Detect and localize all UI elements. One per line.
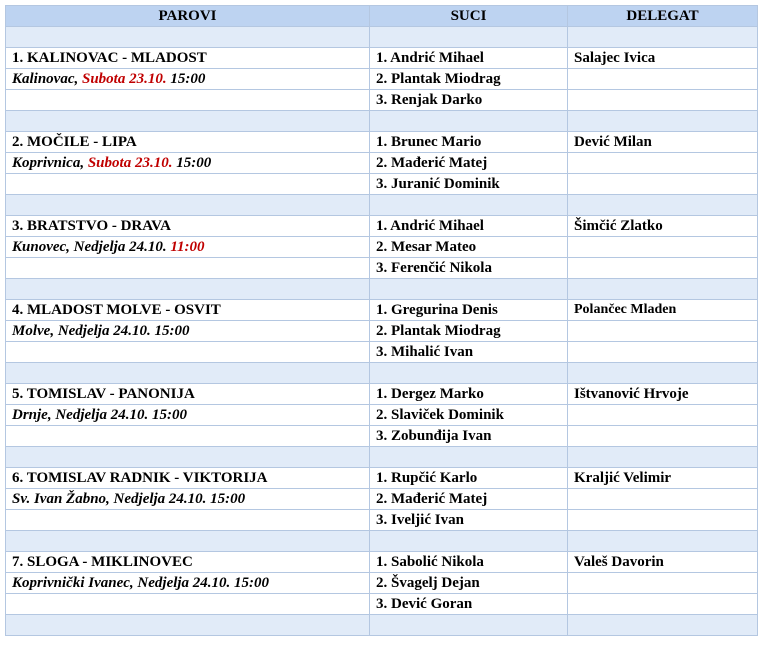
game-7-referee-2: 2. Švagelj Dejan bbox=[370, 573, 568, 594]
game-6-row-1 bbox=[6, 468, 758, 489]
game-4-match: 4. MLADOST MOLVE - OSVIT bbox=[6, 300, 370, 321]
game-1-day: Subota bbox=[82, 71, 126, 87]
game-3-delegate: Šimčić Zlatko bbox=[568, 216, 758, 237]
game-5-row-1 bbox=[6, 384, 758, 405]
game-7-row-3 bbox=[6, 594, 758, 615]
game-4-row-3 bbox=[6, 342, 758, 363]
game-5-location: Drnje, Nedjelja 24.10. 15:00 bbox=[6, 405, 370, 426]
game-3-row-3 bbox=[6, 258, 758, 279]
game-2-referee-2: 2. Mađerić Matej bbox=[370, 153, 568, 174]
game-7-delegate: Valeš Davorin bbox=[568, 552, 758, 573]
game-5-row-2 bbox=[6, 405, 758, 426]
game-1-row-3 bbox=[6, 90, 758, 111]
game-5-row-3 bbox=[6, 426, 758, 447]
game-2-match: 2. MOČILE - LIPA bbox=[6, 132, 370, 153]
game-6-row-3 bbox=[6, 510, 758, 531]
game-1-row-1 bbox=[6, 48, 758, 69]
game-1-delegate: Salajec Ivica bbox=[568, 48, 758, 69]
separator-row bbox=[6, 27, 758, 48]
game-7-match: 7. SLOGA - MIKLINOVEC bbox=[6, 552, 370, 573]
game-7-location: Koprivnički Ivanec, Nedjelja 24.10. 15:00 bbox=[6, 573, 370, 594]
game-4-delegate: Polančec Mladen bbox=[568, 300, 758, 321]
game-7-referee-3: 3. Dević Goran bbox=[370, 594, 568, 615]
game-7-row-1 bbox=[6, 552, 758, 573]
game-5-referee-3: 3. Zobunđija Ivan bbox=[370, 426, 568, 447]
game-4-location: Molve, Nedjelja 24.10. 15:00 bbox=[6, 321, 370, 342]
game-3-row-1 bbox=[6, 216, 758, 237]
game-6-delegate: Kraljić Velimir bbox=[568, 468, 758, 489]
header-referees: SUCI bbox=[370, 6, 568, 27]
game-1-row-2 bbox=[6, 69, 758, 90]
game-3-referee-2: 2. Mesar Mateo bbox=[370, 237, 568, 258]
separator-row bbox=[6, 279, 758, 300]
game-6-match: 6. TOMISLAV RADNIK - VIKTORIJA bbox=[6, 468, 370, 489]
separator-row bbox=[6, 195, 758, 216]
game-2-delegate: Dević Milan bbox=[568, 132, 758, 153]
game-2-referee-1: 1. Brunec Mario bbox=[370, 132, 568, 153]
separator-row bbox=[6, 447, 758, 468]
game-7-row-2 bbox=[6, 573, 758, 594]
separator-row bbox=[6, 111, 758, 132]
game-4-referee-3: 3. Mihalić Ivan bbox=[370, 342, 568, 363]
game-5-referee-1: 1. Dergez Marko bbox=[370, 384, 568, 405]
header-delegate: DELEGAT bbox=[568, 6, 758, 27]
game-2-row-1 bbox=[6, 132, 758, 153]
game-4-referee-1: 1. Gregurina Denis bbox=[370, 300, 568, 321]
game-4-row-1 bbox=[6, 300, 758, 321]
separator-row bbox=[6, 615, 758, 636]
separator-row bbox=[6, 363, 758, 384]
schedule-table bbox=[5, 5, 758, 636]
game-2-row-2 bbox=[6, 153, 758, 174]
game-2-row-3 bbox=[6, 174, 758, 195]
game-6-referee-3: 3. Iveljić Ivan bbox=[370, 510, 568, 531]
header-pairs: PAROVI bbox=[6, 6, 370, 27]
game-1-match: 1. KALINOVAC - MLADOST bbox=[6, 48, 370, 69]
game-5-referee-2: 2. Slaviček Dominik bbox=[370, 405, 568, 426]
separator-row bbox=[6, 531, 758, 552]
game-1-referee-2: 2. Plantak Miodrag bbox=[370, 69, 568, 90]
game-2-referee-3: 3. Juranić Dominik bbox=[370, 174, 568, 195]
game-3-location: Kunovec, Nedjelja 24.10. 11:00 bbox=[6, 237, 370, 258]
game-3-match: 3. BRATSTVO - DRAVA bbox=[6, 216, 370, 237]
game-1-date: 23.10. bbox=[129, 71, 167, 87]
game-6-location: Sv. Ivan Žabno, Nedjelja 24.10. 15:00 bbox=[6, 489, 370, 510]
game-2-date: 23.10. bbox=[134, 155, 173, 171]
game-5-match: 5. TOMISLAV - PANONIJA bbox=[6, 384, 370, 405]
game-2-location: Koprivnica, Subota 23.10. 15:00 bbox=[6, 153, 370, 174]
game-2-day: Subota bbox=[87, 155, 132, 171]
game-5-delegate: Ištvanović Hrvoje bbox=[568, 384, 758, 405]
game-6-row-2 bbox=[6, 489, 758, 510]
game-1-referee-3: 3. Renjak Darko bbox=[370, 90, 568, 111]
game-4-row-2 bbox=[6, 321, 758, 342]
game-3-row-2 bbox=[6, 237, 758, 258]
game-1-referee-1: 1. Andrić Mihael bbox=[370, 48, 568, 69]
game-1-location: Kalinovac, Subota 23.10. 15:00 bbox=[6, 69, 370, 90]
game-3-referee-1: 1. Andrić Mihael bbox=[370, 216, 568, 237]
header-row bbox=[6, 6, 758, 27]
game-7-referee-1: 1. Sabolić Nikola bbox=[370, 552, 568, 573]
game-3-time: 11:00 bbox=[170, 239, 205, 255]
game-4-referee-2: 2. Plantak Miodrag bbox=[370, 321, 568, 342]
game-6-referee-1: 1. Rupčić Karlo bbox=[370, 468, 568, 489]
game-3-referee-3: 3. Ferenčić Nikola bbox=[370, 258, 568, 279]
game-6-referee-2: 2. Mađerić Matej bbox=[370, 489, 568, 510]
